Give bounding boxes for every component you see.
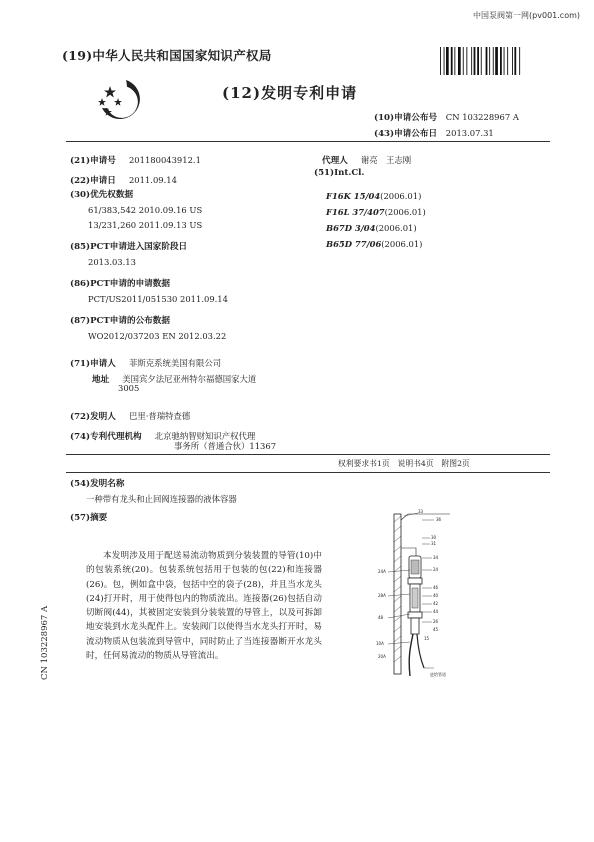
wall-panel — [394, 514, 401, 674]
pct-application-data: PCT/US2011/051530 2011.09.14 — [88, 294, 228, 304]
agency-name: 北京驰纳智财知识产权代理 — [154, 431, 256, 441]
agent-names: 谢亮 王志刚 — [360, 155, 412, 165]
part-label: 44 — [433, 609, 439, 614]
publication-number-label: (10)申请公布号 — [374, 113, 438, 123]
agency-name-continued: 事务所（普通合伙）11367 — [174, 441, 277, 451]
invention-title: 一种带有龙头和止回阀连接器的液体容器 — [86, 494, 237, 504]
priority-row: 13/231,260 2011.09.13 US — [88, 220, 203, 230]
part-label: 31 — [431, 541, 437, 546]
publication-number-row — [374, 111, 519, 123]
application-date: 2011.09.14 — [128, 175, 177, 185]
part-label: 26 — [433, 619, 439, 624]
address-label: 地址 — [92, 375, 110, 385]
conduit-tube — [409, 634, 413, 676]
intcl-code: F16K 15/04 — [326, 191, 381, 201]
publication-date: 2013.07.31 — [445, 128, 494, 138]
agent-label: 代理人 — [322, 156, 348, 166]
section-divider — [66, 454, 550, 455]
document-type: (12)发明专利申请 — [222, 84, 358, 102]
part-label: 36 — [436, 517, 442, 522]
intcl-code: F16L 37/407 — [326, 207, 385, 217]
part-label: 28A — [378, 593, 386, 598]
part-label: 45 — [433, 627, 439, 632]
priority-row: 61/383,542 2010.09.16 US — [88, 205, 203, 215]
part-label: 46 — [433, 585, 439, 590]
abstract-figure — [338, 508, 458, 686]
page-count-info: 权利要求书1页 说明书4页 附图2页 — [338, 459, 470, 468]
intcl-row — [326, 232, 422, 251]
agent-row — [322, 148, 411, 167]
pct-publication-label: (87)PCT申请的公布数据 — [70, 316, 170, 326]
address-row — [92, 367, 256, 386]
part-label: 15 — [424, 636, 430, 641]
priority-label: (30)优先权数据 — [70, 190, 134, 200]
side-publication-number: CN 103228967 A — [40, 605, 50, 680]
part-label: 33 — [418, 509, 424, 514]
site-watermark: 中国泵阀第一网(pv001.com) — [473, 11, 580, 20]
part-label: 24 — [433, 567, 439, 572]
part-label: 48 — [378, 615, 384, 620]
inventor-label: (72)发明人 — [70, 412, 116, 422]
inventor-row — [70, 404, 190, 423]
part-label: 24A — [378, 569, 386, 574]
application-number-row — [70, 148, 201, 167]
applicant-label: (71)申请人 — [70, 359, 116, 369]
pct-entry-date: 2013.03.13 — [88, 257, 136, 267]
part-label: 34 — [433, 555, 439, 560]
figure-caption: 进给管道 — [430, 672, 446, 677]
invention-title-label: (54)发明名称 — [70, 479, 125, 489]
intcl-code: B65D 77/06 — [326, 239, 382, 249]
part-label: 20A — [378, 654, 386, 659]
address-line: 3005 — [118, 383, 140, 393]
intcl-version: (2006.01) — [381, 239, 423, 249]
application-date-row — [70, 168, 177, 187]
intcl-label: (51)Int.Cl. — [314, 168, 365, 178]
part-label: 30 — [431, 535, 437, 540]
barcode — [438, 46, 548, 76]
publication-date-row — [374, 127, 494, 139]
applicant-name: 菲斯克系统美国有限公司 — [128, 358, 222, 368]
patent-office-name: (19)中华人民共和国国家知识产权局 — [62, 48, 272, 63]
publication-number: CN 103228967 A — [445, 112, 519, 122]
intcl-code: B67D 3/04 — [326, 223, 376, 233]
abstract-label: (57)摘要 — [70, 513, 108, 523]
pct-application-label: (86)PCT申请的申请数据 — [70, 279, 170, 289]
section-divider — [66, 472, 550, 473]
publication-date-label: (43)申请公布日 — [374, 129, 438, 139]
part-label: 40 — [433, 593, 439, 598]
intcl-version: (2006.01) — [384, 207, 426, 217]
agency-label: (74)专利代理机构 — [70, 432, 142, 442]
pct-entry-label: (85)PCT申请进入国家阶段日 — [70, 242, 188, 252]
application-number-label: (21)申请号 — [70, 156, 116, 166]
part-label: 10A — [376, 641, 384, 646]
abstract-text: 本发明涉及用于配送易流动物质到分装装置的导管(10)中的包装系统(20)。包装系统包括用于包装的包(22)和连接器(26)。包，例如盒中袋，包括中空的袋子(28)，并且当水龙头(24)打开时，用于使得包内的物质流出。连接器(26)包括自动切断阀(44)，其被固定安装到分装装置的导管上，以及可拆卸地安装到水龙头配件上。安装阀门以使得当水龙头打开时，易流动物质从包装流到导管中，同时防止了当连接器断开水龙头时，任何易流动的物质从导管流出。 — [86, 551, 322, 662]
address-line: 美国宾夕法尼亚州特尔福德国家大道 — [122, 374, 257, 384]
intcl-version: (2006.01) — [375, 223, 417, 233]
office-emblem-logo — [96, 78, 142, 122]
pct-publication-data: WO2012/037203 EN 2012.03.22 — [88, 331, 227, 341]
application-date-label: (22)申请日 — [70, 176, 116, 186]
inventor-name: 巴里·普瑞特查德 — [128, 411, 191, 421]
header-divider — [66, 141, 550, 142]
application-number: 201180043912.1 — [128, 155, 201, 165]
part-label: 42 — [433, 601, 439, 606]
intcl-version: (2006.01) — [380, 191, 422, 201]
